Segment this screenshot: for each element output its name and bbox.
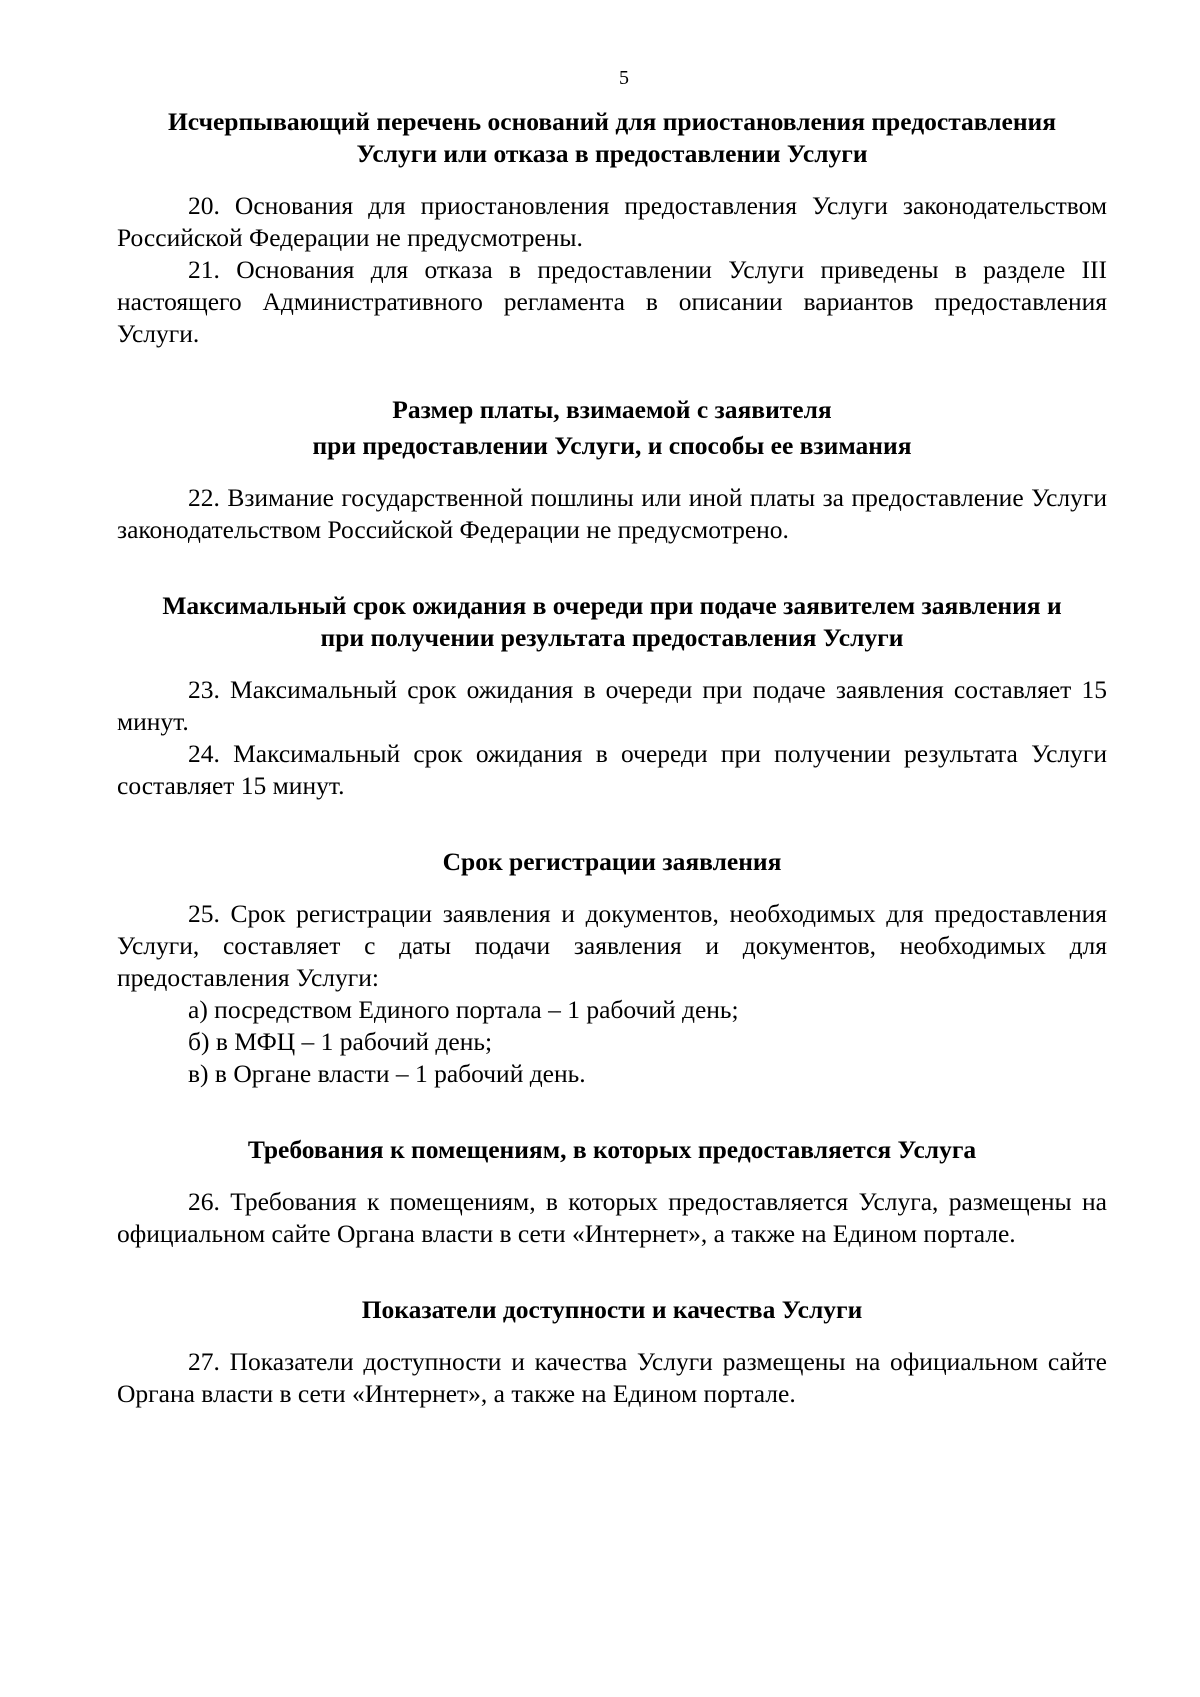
paragraph-26: 26. Требования к помещениям, в которых предоставляется Услуга, размещены на официальном сайте Органа власти в сети «Интернет», а также на Едином портале. (117, 1187, 1107, 1248)
section-fee (117, 394, 1107, 546)
paragraph-24: 24. Максимальный срок ожидания в очереди при получении результата Услуги составляет 15 минут. (117, 739, 1107, 800)
paragraph-22: 22. Взимание государственной пошлины или иной платы за предоставление Услуги законодательством Российской Федерации не предусмотрено. (117, 483, 1107, 544)
section-quality-indicators (117, 1294, 1107, 1410)
section-heading-line: Размер платы, взимаемой с заявителя (392, 395, 832, 424)
section-suspension-grounds (117, 106, 1107, 350)
section-heading-line: Услуги или отказа в предоставлении Услуги (356, 139, 868, 168)
list-item: а) посредством Единого портала – 1 рабочий день; (188, 995, 739, 1024)
section-registration-term (117, 846, 1107, 1090)
list-item: в) в Органе власти – 1 рабочий день. (188, 1059, 586, 1088)
section-heading-line: Исчерпывающий перечень оснований для приостановления предоставления (167, 107, 1057, 136)
list-item: б) в МФЦ – 1 рабочий день; (188, 1027, 493, 1056)
paragraph-20: 20. Основания для приостановления предоставления Услуги законодательством Российской Федерации не предусмотрены. (117, 191, 1107, 252)
section-heading-line: Максимальный срок ожидания в очереди при подаче заявителем заявления и (162, 591, 1062, 620)
section-heading-line: Требования к помещениям, в которых предоставляется Услуга (247, 1135, 977, 1164)
section-heading-line: Срок регистрации заявления (442, 847, 782, 876)
paragraph-21: 21. Основания для отказа в предоставлении Услуги приведены в разделе III настоящего Административного регламента в описании вариантов предоставления Услуги. (117, 255, 1107, 348)
paragraph-23: 23. Максимальный срок ожидания в очереди при подаче заявления составляет 15 минут. (117, 675, 1107, 736)
section-premises-requirements (117, 1134, 1107, 1250)
section-heading-line: Показатели доступности и качества Услуги (361, 1295, 863, 1324)
section-heading-line: при предоставлении Услуги, и способы ее взимания (312, 431, 912, 460)
paragraph-25: 25. Срок регистрации заявления и документов, необходимых для предоставления Услуги, составляет с даты подачи заявления и документов, необходимых для предоставления Услуги: (117, 899, 1107, 992)
page-number: 5 (619, 67, 629, 89)
section-heading-line: при получении результата предоставления Услуги (320, 623, 904, 652)
section-queue-time (117, 590, 1107, 802)
paragraph-27: 27. Показатели доступности и качества Услуги размещены на официальном сайте Органа власти в сети «Интернет», а также на Едином портале. (117, 1347, 1107, 1408)
